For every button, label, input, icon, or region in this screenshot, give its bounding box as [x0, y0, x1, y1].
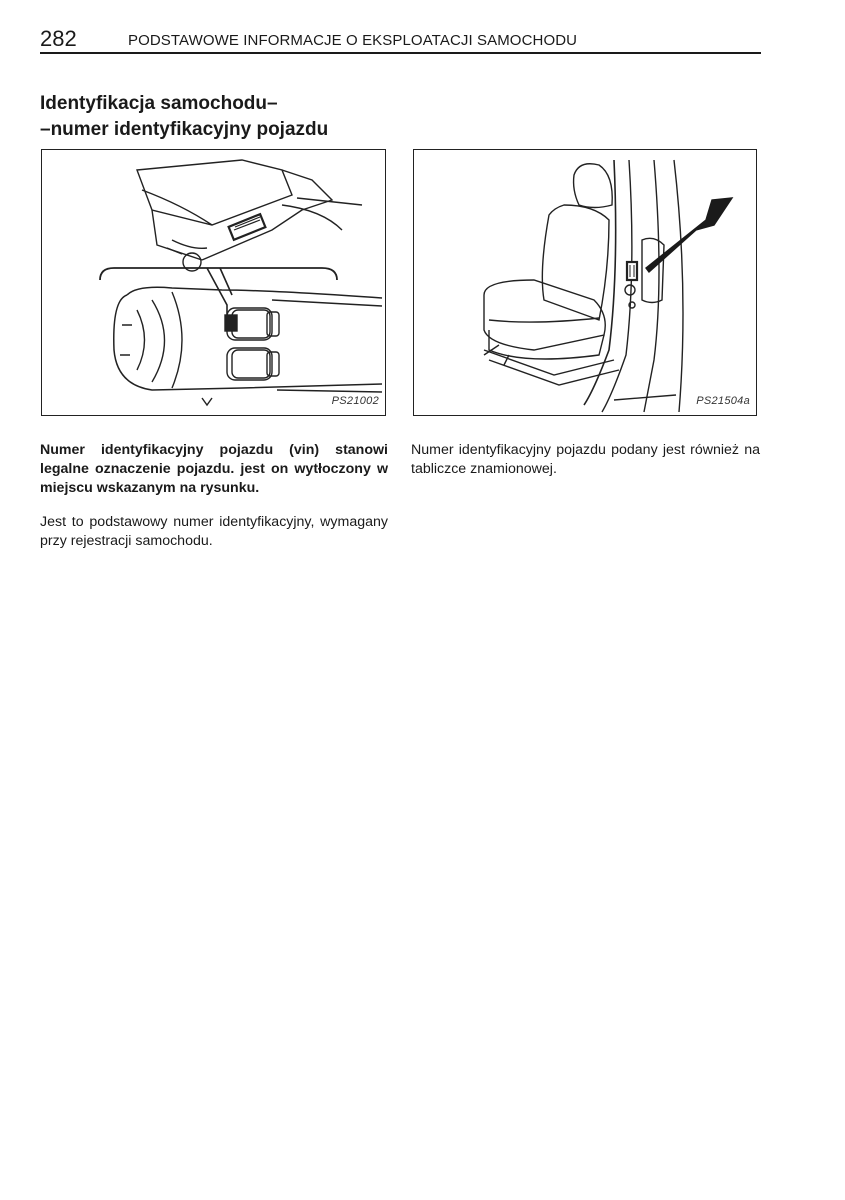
vin-under-seat-illustration [42, 150, 385, 415]
vin-description-bold: Numer identyfikacyjny pojazdu (vin) stanowi legalne oznaczenie pojazdu. jest on wytłoczony w miejscu wskazanym na rysunku. [40, 442, 388, 496]
section-title [40, 91, 440, 143]
vin-door-pillar-illustration [414, 150, 756, 415]
figure-vin-door-pillar [413, 149, 757, 416]
section-title-line-2: –numer identyfikacyjny pojazdu [40, 119, 329, 140]
page-header [40, 26, 761, 54]
figure-code-left: PS21002 [331, 395, 379, 407]
figure-vin-under-seat [41, 149, 386, 416]
running-title: PODSTAWOWE INFORMACJE O EKSPLOATACJI SAMOCHODU [128, 32, 578, 49]
figure-code-right: PS21504a [696, 395, 750, 407]
page-number: 282 [40, 26, 77, 51]
section-title-line-1: Identyfikacja samochodu– [40, 93, 278, 114]
vin-registration-note: Jest to podstawowy numer identyfikacyjny, wymagany przy rejestracji samochodu. [40, 514, 388, 549]
vin-plate-note: Numer identyfikacyjny pojazdu podany jest również na tabliczce znamionowej. [411, 442, 760, 477]
